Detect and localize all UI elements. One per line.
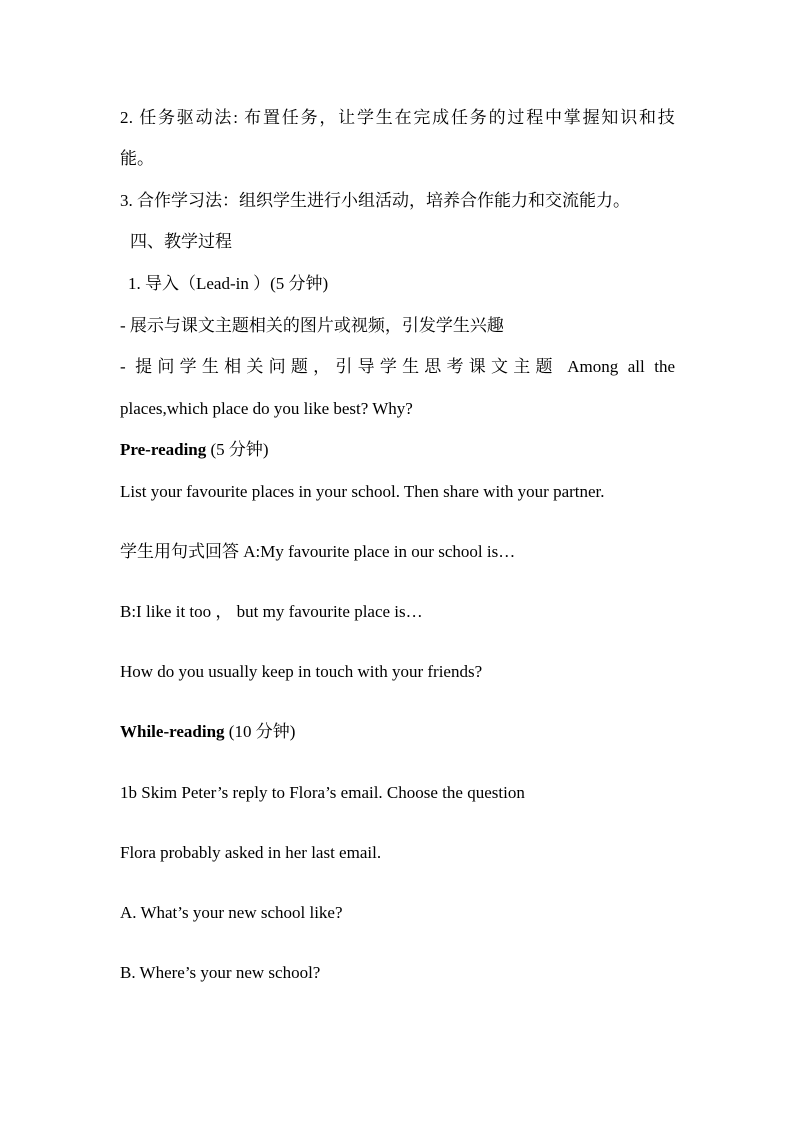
while-reading-line xyxy=(120,721,295,743)
lead-in-bullet-2-continued: places,which place do you like best? Why? xyxy=(120,399,413,418)
lead-in-bullet-2: - 提问学生相关问题，引导学生思考课文主题 Among all the xyxy=(120,357,675,376)
pre-reading-time: (5 分钟) xyxy=(206,440,269,459)
pre-reading-task: List your favourite places in your school. Then share with your partner. xyxy=(120,482,605,501)
lead-in-bullet-1: - 展示与课文主题相关的图片或视频，引发学生兴趣 xyxy=(120,316,504,335)
discussion-question: How do you usually keep in touch with your friends? xyxy=(120,662,483,681)
pre-reading-line xyxy=(120,439,269,461)
section-heading-teaching-process: 四、教学过程 xyxy=(130,232,232,251)
sample-answer-b: B:I like it too ， but my favourite place is… xyxy=(120,602,423,621)
task-1b-continued: Flora probably asked in her last email. xyxy=(120,843,382,862)
teaching-method-2: 2. 任务驱动法: 布置任务，让学生在完成任务的过程中掌握知识和技 xyxy=(120,108,675,127)
while-reading-heading: While-reading xyxy=(120,722,225,741)
step-lead-in: 1. 导入（Lead-in ）(5 分钟) xyxy=(128,274,329,293)
teaching-method-3: 3. 合作学习法：组织学生进行小组活动，培养合作能力和交流能力。 xyxy=(120,191,630,210)
task-1b: 1b Skim Peter’s reply to Flora’s email. Choose the question xyxy=(120,783,525,802)
option-b: B. Where’s your new school? xyxy=(120,963,321,982)
while-reading-time: (10 分钟) xyxy=(224,722,296,741)
sample-answer-a: 学生用句式回答 A:My favourite place in our school is… xyxy=(120,542,516,561)
option-a: A. What’s your new school like? xyxy=(120,903,343,922)
teaching-method-2-continued: 能。 xyxy=(120,149,154,168)
pre-reading-heading: Pre-reading xyxy=(120,440,207,459)
